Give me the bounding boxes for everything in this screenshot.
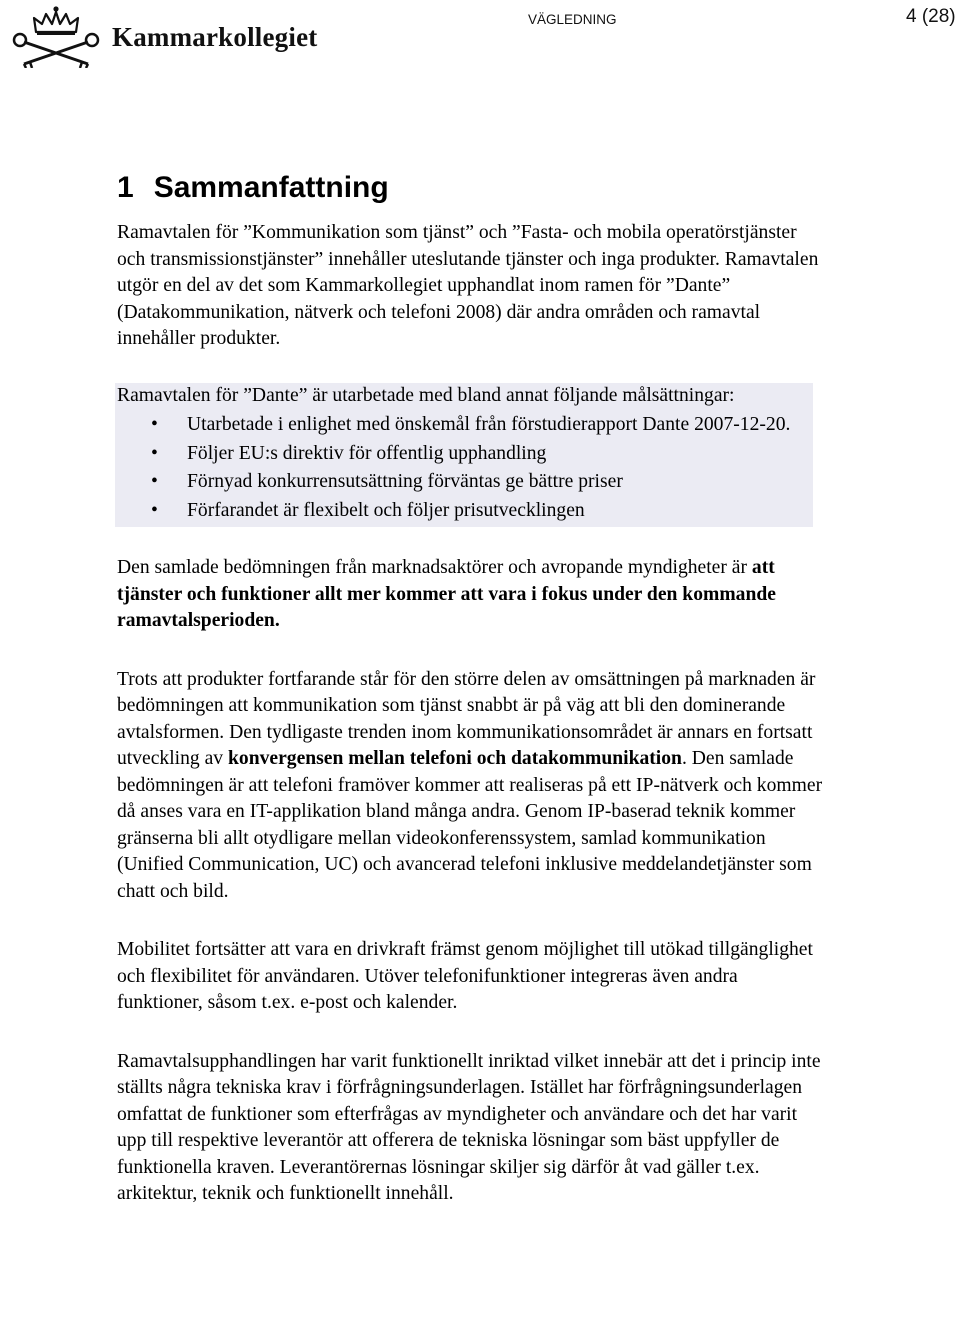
paragraph-mobility: Mobilitet fortsätter att vara en drivkraft främst genom möjlighet till utökad tillgänglighet och flexibilitet för användaren. Utöver telefonifunktioner integreras även andra funktioner, såsom t.ex. e-post och kalender. bbox=[117, 939, 813, 1013]
goals-block bbox=[115, 383, 813, 528]
document-body bbox=[117, 170, 827, 1208]
paragraph-trends bbox=[117, 667, 827, 906]
goals-intro: Ramavtalen för ”Dante” är utarbetade med bland annat följande målsättningar: bbox=[117, 384, 735, 406]
goal-text: Förnyad konkurrensutsättning förväntas ge bättre priser bbox=[187, 471, 623, 492]
brand-name: Kammarkollegiet bbox=[112, 22, 318, 52]
trends-text-a: Trots att produkter fortfarande står för den större delen av omsättningen på marknaden är bedömningen att kommunikation som tjänst snabbt är på väg att bli den dominerande avtalsformen. Den tydligaste trenden inom kommunikationsområdet är annars en fortsatt utveckling av bbox=[117, 668, 816, 769]
goal-text: Utarbetade i enlighet med önskemål från förstudierapport Dante 2007-12-20. bbox=[187, 414, 791, 435]
page-header bbox=[0, 0, 960, 70]
assessment-text: Den samlade bedömningen från marknadsaktörer och avropande myndigheter är bbox=[117, 557, 752, 578]
trends-text-b: . Den samlade bedömningen är att telefoni framöver kommer att realiseras på ett IP-nätverk och kommer då anses vara en IT-applikation bland många andra. Genom IP-baserad teknik kommer gränserna bli allt otydligare mellan videokonferenssystem, samlad kommunikation (Unified Communication, UC) och avancerad telefoni inklusive meddelandetjänster som chatt och bild. bbox=[117, 748, 823, 902]
paragraph-procurement: Ramavtalsupphandlingen har varit funktionellt inriktad vilket innebär att det i princip inte ställts några tekniska krav i förfrågningsunderlagen. Istället har förfrågningsunderlagen omfattat de funktioner som efterfrågas av myndigheter och användare och det har varit upp till respektive leverantör att offerera de tekniska lösningar som bäst uppfyller de funktionella kraven. Leverantörernas lösningar skiljer sig därför åt vad gäller t.ex. arkitektur, teknik och funktionellt innehåll. bbox=[117, 1050, 821, 1204]
trends-emphasis: konvergensen mellan telefoni och datakommunikation bbox=[228, 748, 682, 769]
goal-text: Förfarandet är flexibelt och följer prisutvecklingen bbox=[187, 499, 585, 521]
paragraph-intro: Ramavtalen för ”Kommunikation som tjänst” och ”Fasta- och mobila operatörstjänster och transmissionstjänster” innehåller uteslutande tjänster och inga produkter. Ramavtalen utgör en del av det som Kammarkollegiet upphandlat inom ramen för ”Dante” (Datakommunikation, nätverk och telefoni 2008) där andra områden och ramavtal innehåller produkter. bbox=[117, 222, 819, 349]
bullet-icon: • bbox=[151, 414, 158, 435]
goals-list bbox=[117, 411, 813, 525]
bullet-icon: • bbox=[151, 471, 158, 492]
list-item bbox=[117, 440, 813, 469]
list-item bbox=[117, 497, 813, 526]
list-item bbox=[117, 411, 813, 440]
list-item bbox=[117, 468, 813, 497]
bullet-icon: • bbox=[151, 499, 158, 521]
section-heading bbox=[117, 170, 827, 206]
paragraph-assessment bbox=[117, 555, 827, 635]
bullet-icon: • bbox=[151, 442, 158, 464]
assessment-emphasis: att tjänster och funktioner allt mer kommer att vara i fokus under den kommande ramavtalsperioden. bbox=[117, 557, 776, 631]
crown-crossed-keys-icon bbox=[4, 4, 108, 68]
section-number: 1 bbox=[117, 171, 134, 204]
goal-text: Följer EU:s direktiv för offentlig upphandling bbox=[187, 442, 547, 464]
page-number: 4 (28) bbox=[906, 6, 956, 27]
section-title: Sammanfattning bbox=[153, 171, 389, 204]
document-type: VÄGLEDNING bbox=[528, 12, 617, 27]
